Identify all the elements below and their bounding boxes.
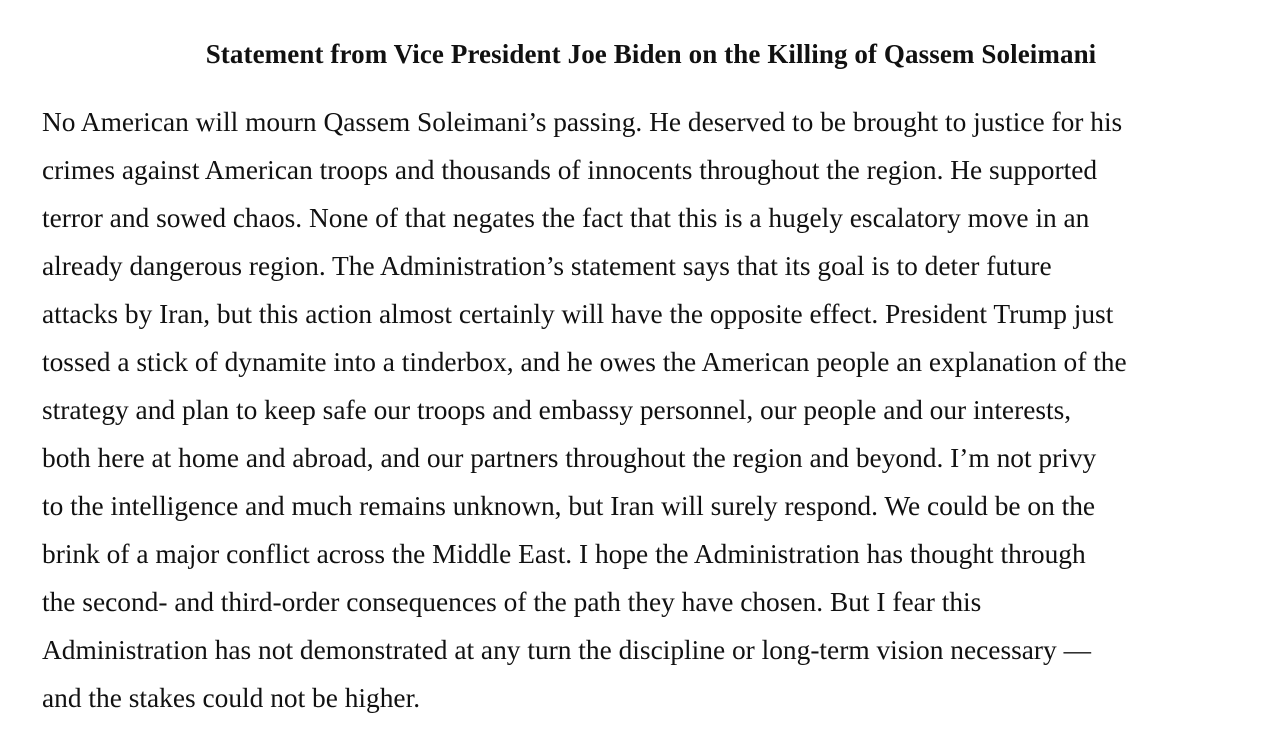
statement-line: brink of a major conflict across the Middle East. I hope the Administration has thought through bbox=[42, 539, 1086, 569]
statement-line: crimes against American troops and thousands of innocents throughout the region. He supported bbox=[42, 155, 1098, 185]
statement-line: and the stakes could not be higher. bbox=[42, 683, 421, 713]
statement-line: attacks by Iran, but this action almost certainly will have the opposite effect. President Trump just bbox=[42, 299, 1114, 329]
statement-line: tossed a stick of dynamite into a tinderbox, and he owes the American people an explanation of the bbox=[42, 347, 1127, 377]
statement-title: Statement from Vice President Joe Biden on the Killing of Qassem Soleimani bbox=[205, 39, 1097, 69]
statement-line: both here at home and abroad, and our partners throughout the region and beyond. I’m not privy bbox=[42, 443, 1097, 473]
statement-body bbox=[42, 98, 1272, 722]
statement-line: strategy and plan to keep safe our troops and embassy personnel, our people and our interests, bbox=[42, 395, 1072, 425]
statement-line: Administration has not demonstrated at any turn the discipline or long-term vision necessary — bbox=[42, 635, 1091, 665]
statement-line: to the intelligence and much remains unknown, but Iran will surely respond. We could be on the bbox=[42, 491, 1096, 521]
statement-line: the second- and third-order consequences of the path they have chosen. But I fear this bbox=[42, 587, 982, 617]
statement-line: No American will mourn Qassem Soleimani’s passing. He deserved to be brought to justice for his bbox=[42, 107, 1123, 137]
statement-line: terror and sowed chaos. None of that negates the fact that this is a hugely escalatory move in an bbox=[42, 203, 1090, 233]
statement-line: already dangerous region. The Administration’s statement says that its goal is to deter future bbox=[42, 251, 1052, 281]
